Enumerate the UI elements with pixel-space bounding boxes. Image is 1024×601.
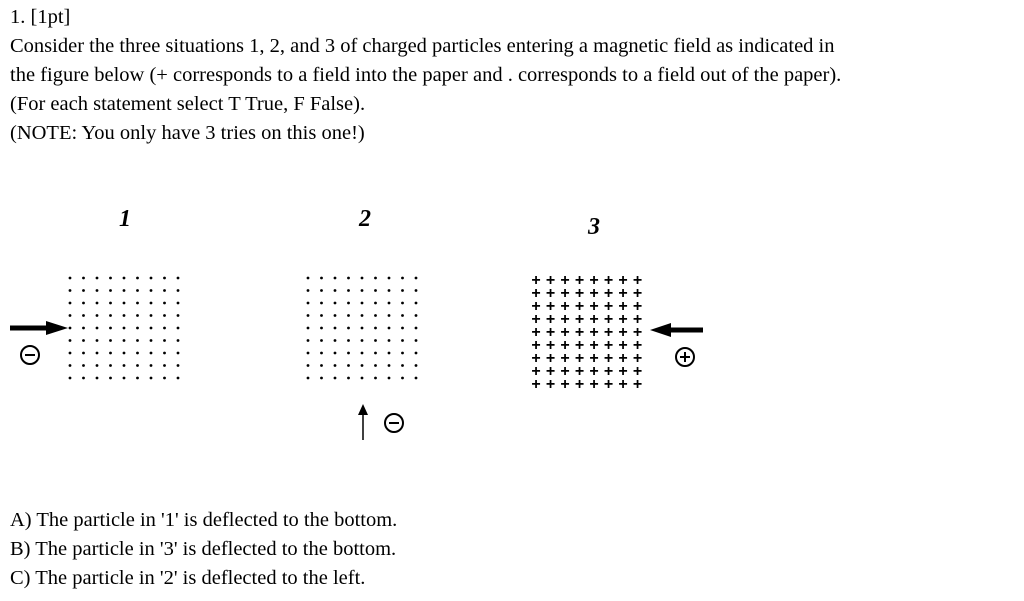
field-dot xyxy=(388,289,391,292)
field-dot xyxy=(163,289,166,292)
field-plus: + xyxy=(574,337,585,354)
arrow-up-icon xyxy=(358,404,368,440)
field-dot xyxy=(177,352,180,355)
field-into-page-grid-3 xyxy=(531,272,642,393)
field-dot xyxy=(401,327,404,330)
field-dot xyxy=(163,327,166,330)
field-plus: + xyxy=(545,337,556,354)
field-dot xyxy=(347,302,350,305)
field-dot xyxy=(163,364,166,367)
field-dot xyxy=(401,277,404,280)
field-dot xyxy=(150,302,153,305)
field-dot xyxy=(96,302,99,305)
field-dot xyxy=(415,327,418,330)
field-dot xyxy=(136,364,139,367)
question-line-2: the figure below (+ corresponds to a field into the paper and . corresponds to a field out of the paper). xyxy=(10,64,842,86)
field-plus: + xyxy=(632,311,643,328)
field-plus: + xyxy=(589,298,599,315)
field-dot xyxy=(334,302,337,305)
field-dot xyxy=(123,289,126,292)
field-dot xyxy=(401,302,404,305)
field-plus: + xyxy=(531,285,541,302)
field-dot xyxy=(415,377,418,380)
field-plus: + xyxy=(574,363,585,380)
field-plus: + xyxy=(560,337,570,354)
statement-a: A) The particle in '1' is deflected to the bottom. xyxy=(10,509,398,531)
field-plus: + xyxy=(574,350,585,367)
field-plus: + xyxy=(603,350,614,367)
field-dot xyxy=(69,302,72,305)
field-dot xyxy=(307,364,310,367)
field-dot xyxy=(401,352,404,355)
field-dot xyxy=(307,314,310,317)
field-plus: + xyxy=(589,376,599,393)
field-dot xyxy=(334,289,337,292)
question-line-3: (For each statement select T True, F False). xyxy=(10,93,366,115)
field-plus: + xyxy=(531,337,541,354)
field-dot xyxy=(307,339,310,342)
field-plus: + xyxy=(560,311,570,328)
field-dot xyxy=(320,352,323,355)
field-plus: + xyxy=(531,311,541,328)
field-dot xyxy=(163,377,166,380)
field-dot xyxy=(82,289,85,292)
field-out-of-page-grid-1 xyxy=(69,277,180,380)
field-dot xyxy=(109,339,112,342)
field-dot xyxy=(69,352,72,355)
field-dot xyxy=(307,277,310,280)
field-out-of-page-grid-2 xyxy=(307,277,418,380)
field-plus: + xyxy=(531,298,541,315)
field-plus: + xyxy=(574,285,585,302)
field-dot xyxy=(177,314,180,317)
field-dot xyxy=(150,314,153,317)
field-plus: + xyxy=(603,324,614,341)
field-dot xyxy=(307,352,310,355)
field-dot xyxy=(150,277,153,280)
field-dot xyxy=(361,352,364,355)
field-plus: + xyxy=(618,272,628,289)
field-dot xyxy=(69,277,72,280)
field-dot xyxy=(150,377,153,380)
field-dot xyxy=(415,364,418,367)
field-dot xyxy=(374,302,377,305)
field-dot xyxy=(334,377,337,380)
field-dot xyxy=(347,277,350,280)
field-dot xyxy=(123,302,126,305)
field-dot xyxy=(109,289,112,292)
field-plus: + xyxy=(545,285,556,302)
field-dot xyxy=(347,339,350,342)
field-plus: + xyxy=(618,363,628,380)
field-dot xyxy=(320,277,323,280)
field-dot xyxy=(374,364,377,367)
field-dot xyxy=(123,352,126,355)
field-plus: + xyxy=(618,285,628,302)
field-dot xyxy=(109,314,112,317)
field-dot xyxy=(123,364,126,367)
field-dot xyxy=(388,327,391,330)
field-dot xyxy=(109,364,112,367)
field-dot xyxy=(334,327,337,330)
field-dot xyxy=(136,277,139,280)
field-dot xyxy=(361,327,364,330)
field-dot xyxy=(347,327,350,330)
field-dot xyxy=(109,302,112,305)
field-dot xyxy=(415,289,418,292)
field-plus: + xyxy=(545,376,556,393)
field-plus: + xyxy=(603,337,614,354)
field-plus: + xyxy=(632,363,643,380)
field-dot xyxy=(96,364,99,367)
field-dot xyxy=(307,289,310,292)
field-dot xyxy=(388,352,391,355)
field-plus: + xyxy=(603,272,614,289)
field-dot xyxy=(150,327,153,330)
field-dot xyxy=(177,277,180,280)
field-plus: + xyxy=(618,376,628,393)
field-plus: + xyxy=(545,311,556,328)
field-dot xyxy=(401,364,404,367)
field-dot xyxy=(361,302,364,305)
field-dot xyxy=(307,302,310,305)
field-dot xyxy=(388,277,391,280)
field-dot xyxy=(415,277,418,280)
field-dot xyxy=(163,339,166,342)
field-dot xyxy=(177,327,180,330)
field-dot xyxy=(163,302,166,305)
field-dot xyxy=(96,289,99,292)
field-dot xyxy=(320,327,323,330)
field-dot xyxy=(415,314,418,317)
field-dot xyxy=(320,364,323,367)
field-plus: + xyxy=(545,363,556,380)
field-dot xyxy=(109,377,112,380)
field-dot xyxy=(69,364,72,367)
field-dot xyxy=(96,314,99,317)
field-dot xyxy=(401,377,404,380)
field-dot xyxy=(123,327,126,330)
field-dot xyxy=(96,327,99,330)
field-dot xyxy=(347,314,350,317)
field-plus: + xyxy=(560,272,570,289)
field-dot xyxy=(136,302,139,305)
positive-particle-3-icon xyxy=(676,348,694,366)
field-dot xyxy=(136,289,139,292)
field-dot xyxy=(401,339,404,342)
field-dot xyxy=(347,289,350,292)
field-dot xyxy=(123,377,126,380)
field-dot xyxy=(163,277,166,280)
negative-particle-2-icon xyxy=(385,414,403,432)
field-plus: + xyxy=(632,272,643,289)
field-dot xyxy=(150,352,153,355)
magnetic-field-figure xyxy=(0,190,1024,460)
field-dot xyxy=(320,314,323,317)
field-plus: + xyxy=(589,350,599,367)
question-line-4: (NOTE: You only have 3 tries on this one!) xyxy=(10,122,365,144)
field-dot xyxy=(307,327,310,330)
field-dot xyxy=(123,314,126,317)
field-dot xyxy=(361,339,364,342)
field-plus: + xyxy=(603,376,614,393)
field-plus: + xyxy=(603,298,614,315)
field-plus: + xyxy=(618,337,628,354)
field-plus: + xyxy=(589,363,599,380)
field-plus: + xyxy=(589,285,599,302)
field-dot xyxy=(177,302,180,305)
field-plus: + xyxy=(618,298,628,315)
field-plus: + xyxy=(560,376,570,393)
field-dot xyxy=(69,314,72,317)
field-plus: + xyxy=(531,350,541,367)
field-dot xyxy=(374,327,377,330)
situation-1-label: 1 xyxy=(119,206,131,232)
field-dot xyxy=(136,352,139,355)
field-dot xyxy=(334,364,337,367)
field-dot xyxy=(136,314,139,317)
field-dot xyxy=(177,289,180,292)
field-dot xyxy=(96,377,99,380)
field-dot xyxy=(82,277,85,280)
field-dot xyxy=(388,314,391,317)
field-plus: + xyxy=(632,350,643,367)
field-dot xyxy=(69,327,72,330)
field-dot xyxy=(163,314,166,317)
field-dot xyxy=(136,327,139,330)
field-dot xyxy=(334,339,337,342)
field-plus: + xyxy=(560,285,570,302)
field-dot xyxy=(96,339,99,342)
field-dot xyxy=(374,352,377,355)
field-plus: + xyxy=(545,298,556,315)
statement-b: B) The particle in '3' is deflected to the bottom. xyxy=(10,538,397,560)
field-plus: + xyxy=(618,350,628,367)
field-dot xyxy=(69,377,72,380)
question-header: 1. [1pt] xyxy=(10,6,71,28)
field-dot xyxy=(150,289,153,292)
field-plus: + xyxy=(589,272,599,289)
field-plus: + xyxy=(574,376,585,393)
field-dot xyxy=(374,339,377,342)
field-dot xyxy=(401,314,404,317)
field-dot xyxy=(82,302,85,305)
field-dot xyxy=(82,352,85,355)
field-dot xyxy=(177,364,180,367)
field-dot xyxy=(334,352,337,355)
field-dot xyxy=(150,339,153,342)
field-plus: + xyxy=(603,363,614,380)
question-line-1: Consider the three situations 1, 2, and 3 of charged particles entering a magnetic field as indicated in xyxy=(10,35,835,57)
field-plus: + xyxy=(545,350,556,367)
field-dot xyxy=(374,277,377,280)
field-dot xyxy=(374,314,377,317)
field-dot xyxy=(177,377,180,380)
field-dot xyxy=(109,277,112,280)
field-dot xyxy=(361,377,364,380)
field-plus: + xyxy=(574,324,585,341)
field-plus: + xyxy=(531,376,541,393)
field-dot xyxy=(374,289,377,292)
field-dot xyxy=(401,289,404,292)
field-plus: + xyxy=(618,324,628,341)
field-dot xyxy=(388,302,391,305)
field-dot xyxy=(320,289,323,292)
field-dot xyxy=(109,327,112,330)
field-dot xyxy=(82,377,85,380)
field-dot xyxy=(361,277,364,280)
field-plus: + xyxy=(632,324,643,341)
field-dot xyxy=(415,339,418,342)
field-dot xyxy=(163,352,166,355)
field-dot xyxy=(361,289,364,292)
field-plus: + xyxy=(574,311,585,328)
arrow-left-icon xyxy=(650,323,703,337)
field-plus: + xyxy=(531,363,541,380)
field-dot xyxy=(136,377,139,380)
field-plus: + xyxy=(603,311,614,328)
field-plus: + xyxy=(589,311,599,328)
arrow-right-icon xyxy=(10,321,68,335)
field-plus: + xyxy=(632,298,643,315)
field-dot xyxy=(177,339,180,342)
field-dot xyxy=(374,377,377,380)
field-dot xyxy=(123,277,126,280)
field-dot xyxy=(82,339,85,342)
field-plus: + xyxy=(545,272,556,289)
field-dot xyxy=(388,377,391,380)
field-dot xyxy=(334,277,337,280)
field-plus: + xyxy=(589,337,599,354)
field-plus: + xyxy=(574,298,585,315)
field-dot xyxy=(388,339,391,342)
field-dot xyxy=(109,352,112,355)
field-dot xyxy=(347,352,350,355)
field-dot xyxy=(361,314,364,317)
field-plus: + xyxy=(545,324,556,341)
field-plus: + xyxy=(531,272,541,289)
field-plus: + xyxy=(560,350,570,367)
field-plus: + xyxy=(632,285,643,302)
field-dot xyxy=(361,364,364,367)
field-dot xyxy=(150,364,153,367)
field-dot xyxy=(415,352,418,355)
field-dot xyxy=(347,377,350,380)
field-plus: + xyxy=(589,324,599,341)
situation-3-label: 3 xyxy=(588,214,600,240)
negative-particle-1-icon xyxy=(21,346,39,364)
field-dot xyxy=(82,327,85,330)
field-plus: + xyxy=(531,324,541,341)
field-dot xyxy=(123,339,126,342)
field-dot xyxy=(307,377,310,380)
field-dot xyxy=(82,364,85,367)
field-dot xyxy=(415,302,418,305)
field-plus: + xyxy=(574,272,585,289)
field-dot xyxy=(69,339,72,342)
field-plus: + xyxy=(632,337,643,354)
field-plus: + xyxy=(618,311,628,328)
field-plus: + xyxy=(632,376,643,393)
field-plus: + xyxy=(603,285,614,302)
field-dot xyxy=(320,302,323,305)
field-dot xyxy=(388,364,391,367)
situation-2-label: 2 xyxy=(359,206,371,232)
field-plus: + xyxy=(560,363,570,380)
field-dot xyxy=(320,339,323,342)
field-dot xyxy=(96,277,99,280)
statement-c: C) The particle in '2' is deflected to the left. xyxy=(10,567,366,589)
field-dot xyxy=(347,364,350,367)
field-dot xyxy=(96,352,99,355)
field-dot xyxy=(136,339,139,342)
field-dot xyxy=(82,314,85,317)
field-dot xyxy=(69,289,72,292)
field-dot xyxy=(320,377,323,380)
field-plus: + xyxy=(560,324,570,341)
field-dot xyxy=(334,314,337,317)
field-plus: + xyxy=(560,298,570,315)
